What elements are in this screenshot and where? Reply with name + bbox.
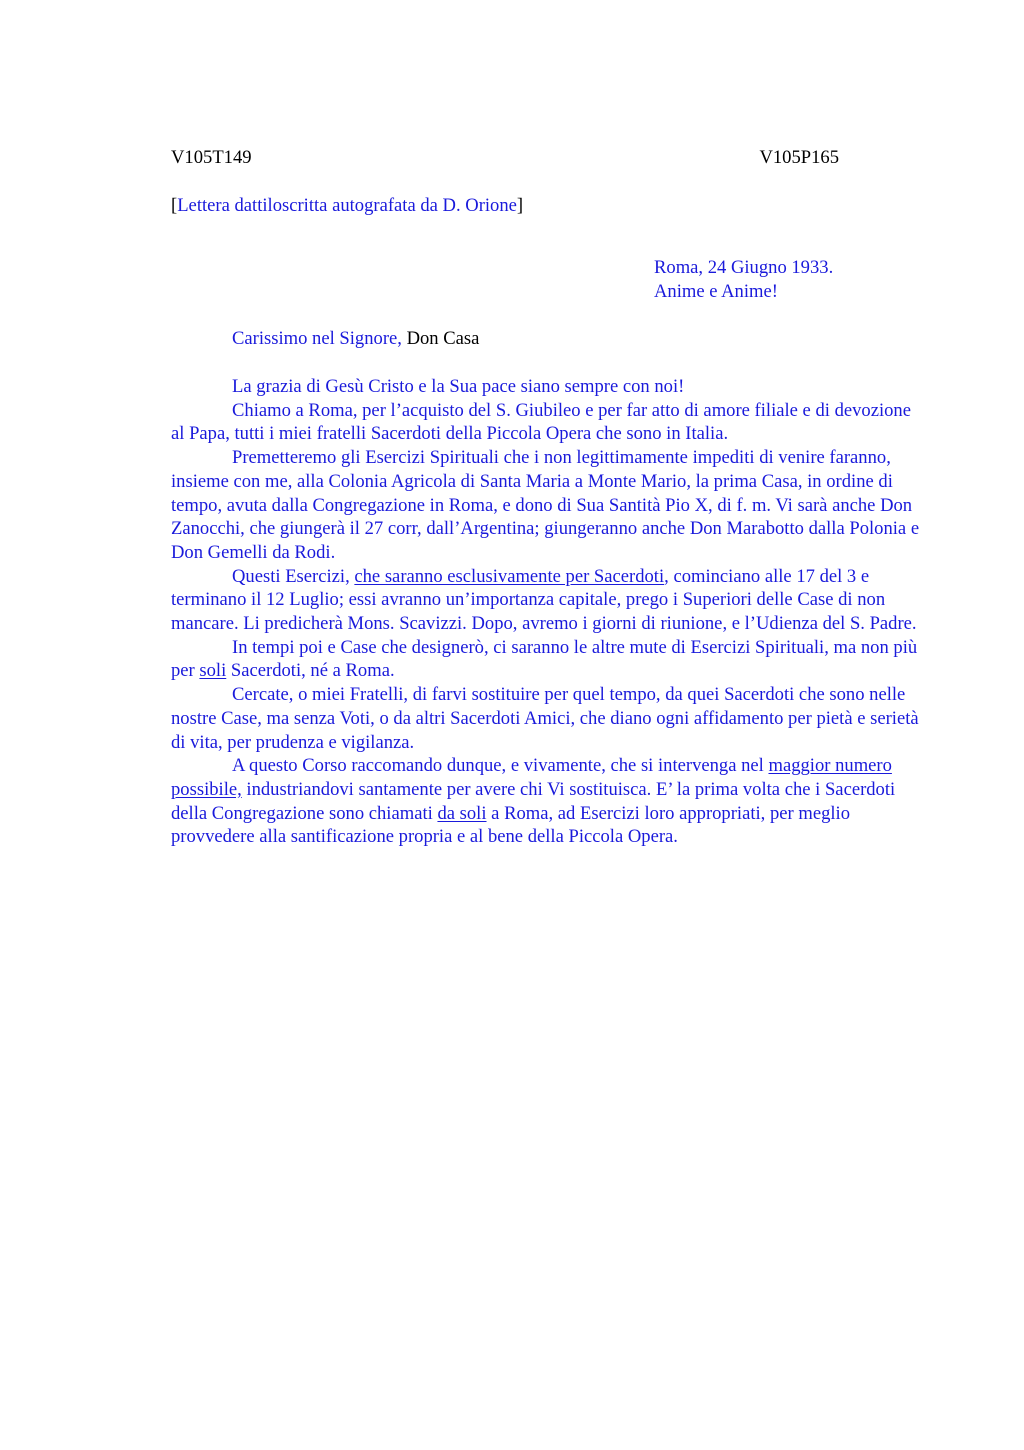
note-open-bracket: [ [171,195,178,216]
paragraph-4 [171,565,926,636]
right-code: V105P165 [759,147,839,168]
paragraph-4-text-a: Questi Esercizi, [232,565,355,587]
paragraph-4-text-b: , cominciano alle 17 del 3 e terminano il 12 Luglio; essi avranno un’importanza capitale, prego i Superiori delle Case di non mancare. Li predicherà Mons. Scavizzi. Dopo, avremo i giorni di riunione, e l’Udienza del S. Padre. [171,565,917,635]
editorial-note [171,194,926,218]
paragraph-5 [171,636,926,683]
date-block [654,256,926,304]
motto: Anime e Anime! [654,281,778,302]
paragraph-5-underlined: soli [199,660,227,682]
note-close-bracket: ] [516,195,524,216]
letter-body [171,375,926,849]
salutation-recipient: Don Casa [401,328,480,349]
salutation [171,327,926,351]
paragraph-5-text-b: Sacerdoti, né a Roma. [226,660,395,682]
paragraph-6: Cercate, o miei Fratelli, di farvi sostituire per quel tempo, da quei Sacerdoti che sono nelle nostre Case, ma senza Voti, o da altri Sacerdoti Amici, che diano ogni affidamento per pietà e serietà di vita, per prudenza e vigilanza. [171,684,919,753]
paragraph-5-text-a: In tempi poi e Case che designerò, ci saranno le altre mute di Esercizi Spirituali, ma non più per [171,636,918,682]
document-header [171,146,839,170]
note-text: Lettera dattiloscritta autografata da D. Orione [177,195,517,216]
paragraph-1: La grazia di Gesù Cristo e la Sua pace siano sempre con noi! [232,376,685,397]
salutation-greeting: Carissimo nel Signore, [232,328,402,349]
left-code: V105T149 [171,147,252,168]
paragraph-7 [171,754,926,849]
paragraph-4-underlined: che saranno esclusivamente per Sacerdoti [354,565,665,587]
paragraph-7-underlined-2: da soli [437,802,487,824]
paragraph-2: Chiamo a Roma, per l’acquisto del S. Giubileo e per far atto di amore filiale e di devozione al Papa, tutti i miei fratelli Sacerdoti della Piccola Opera che sono in Italia. [171,399,911,445]
paragraph-7-text-b: industriandovi santamente per avere chi Vi sostituisca. E’ la prima volta che i Sacerdoti della Congregazione sono chiamati [171,778,896,824]
place-date: Roma, 24 Giugno 1933. [654,257,834,278]
paragraph-7-text-a: A questo Corso raccomando dunque, e vivamente, che si intervenga nel [232,755,769,777]
paragraph-7-text-c: a Roma, ad Esercizi loro appropriati, per meglio provvedere alla santificazione propria e al bene della Piccola Opera. [171,802,851,848]
letter-page [171,146,926,849]
paragraph-7-underlined-1: maggior numero possibile, [171,755,892,800]
paragraph-3: Premetteremo gli Esercizi Spirituali che i non legittimamente impediti di venire faranno, insieme con me, alla Colonia Agricola di Santa Maria a Monte Mario, la prima Casa, in ordine di tempo, avuta dalla Congregazione in Roma, e dono di Sua Santità Pio X, di f. m. Vi sarà anche Don Zanocchi, che giungerà il 27 corr, dall’Argentina; giungeranno anche Don Marabotto dalla Polonia e Don Gemelli da Rodi. [171,447,920,563]
